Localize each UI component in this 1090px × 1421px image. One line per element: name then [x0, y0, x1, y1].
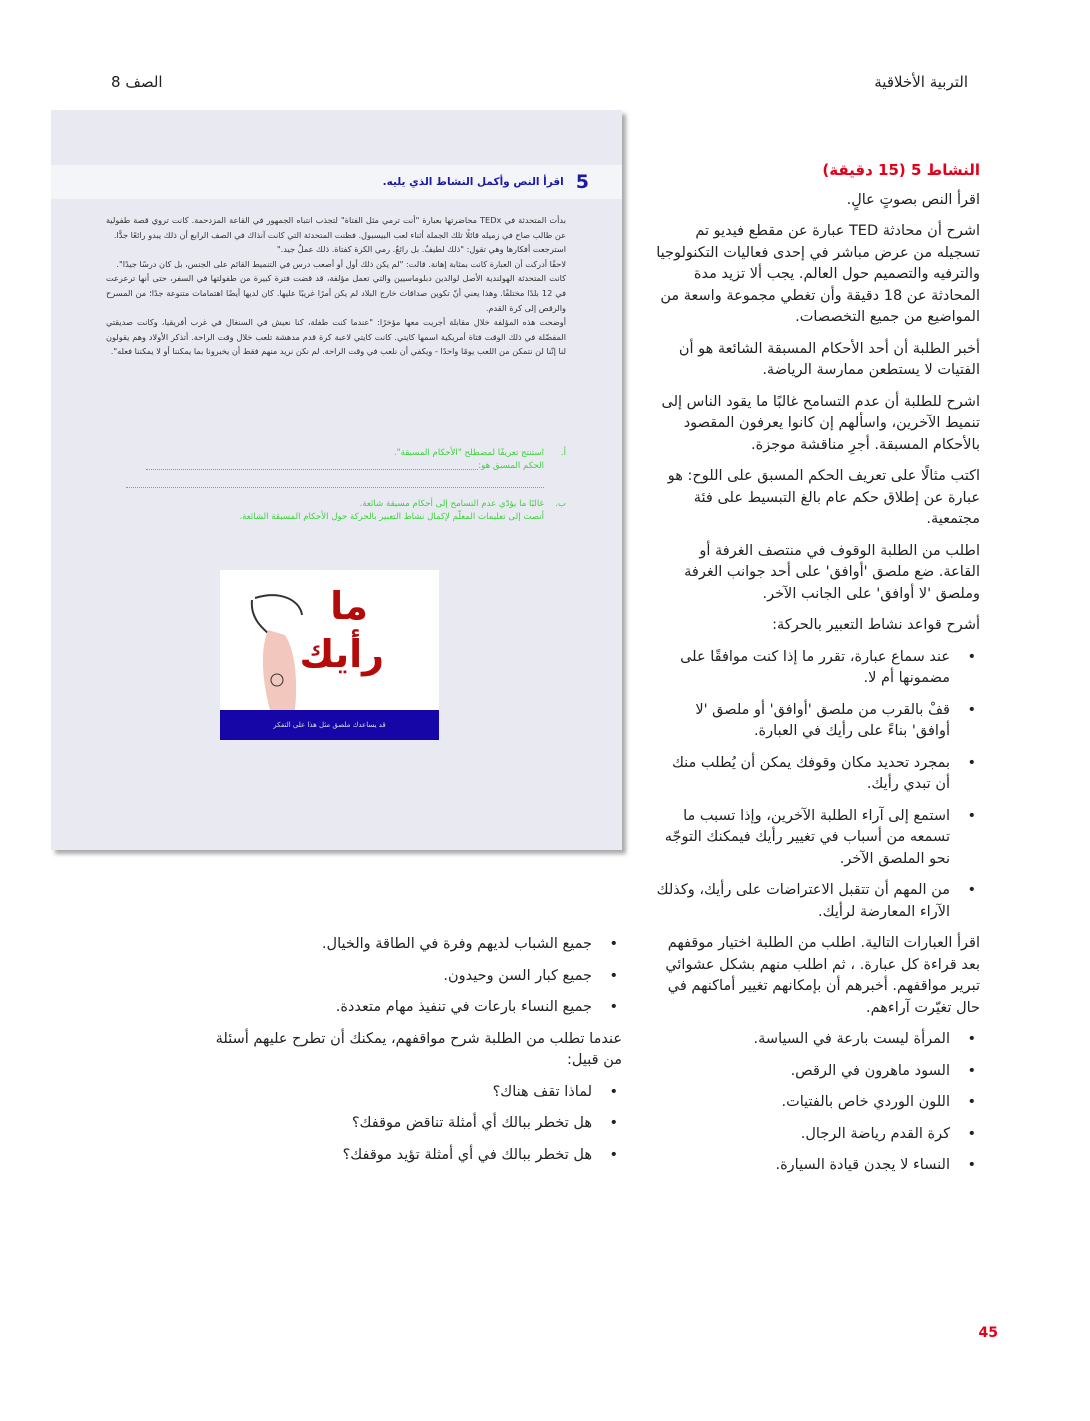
worksheet-title: اقرأ النص وأكمل النشاط الذي يليه.: [382, 176, 564, 188]
page-number: 45: [978, 1325, 998, 1341]
list-item: • السود ماهرون في الرقص.: [655, 1061, 980, 1083]
instruction: اشرح أن محادثة TED عبارة عن مقطع فيديو تم تسجيله من عرض مباشر في إحدى فعاليات التكنولوجيا والترفيه والتصميم حول العالم. يجب ألا تزيد مدة المحادثة عن 18 دقيقة وأن تغطي مجموعة واسعة من المواضيع من جميع التخصصات.: [656, 223, 980, 325]
poster-image: [220, 570, 439, 740]
story-paragraph: استرجعت أفكارها وهي تقول: "ذلك لطيفٌ. بل رائعٌ. رمي الكرة كفتاة. ذلك عملٌ جيد.": [276, 244, 566, 255]
answer-line[interactable]: [146, 460, 478, 470]
worksheet-number: 5: [575, 171, 589, 193]
instruction: أخبر الطلبة أن أحد الأحكام المسبقة الشائعة هو أن الفتيات لا يستطعن ممارسة الرياضة.: [678, 340, 980, 378]
list-item: • هل تخطر ببالك في أي أمثلة تؤيد موقفك؟: [200, 1145, 622, 1167]
answer-prompt: الحكم المسبق هو:: [478, 460, 544, 471]
instruction: اقرأ النص بصوتٍ عالٍ.: [846, 191, 980, 208]
question-text: استنتج تعريفًا لمصطلح "الأحكام المسبقة".: [393, 448, 544, 458]
instruction: اطلب من الطلبة الوقوف في منتصف الغرفة أو القاعة. ضع ملصق 'أوافق' على أحد جوانب الغرفة وملصق 'لا أوافق' على الجانب الآخر.: [684, 542, 980, 602]
poster-title-line: ما: [330, 584, 368, 628]
list-item: • من المهم أن تتقبل الاعتراضات على رأيك، وكذلك الآراء المعارضة لرأيك.: [655, 880, 980, 923]
questions-list: [200, 1082, 622, 1167]
list-item: • جميع كبار السن وحيدون.: [200, 966, 622, 988]
instruction: أشرح قواعد نشاط التعبير بالحركة:: [772, 617, 980, 633]
list-item: • كرة القدم رياضة الرجال.: [655, 1124, 980, 1146]
instruction: اقرأ العبارات التالية. اطلب من الطلبة اختيار موقفهم بعد قراءة كل عبارة. ، ثم اطلب منهم بشكل عشوائي تبرير مواقفهم. أخبرهم أن بإمكانهم تغيير أماكنهم في حال تغيّرت آراءهم.: [665, 935, 980, 1016]
grade-label: الصف 8: [111, 73, 163, 91]
question-label: أ.: [560, 448, 566, 458]
question-a: [146, 447, 566, 488]
list-item: • بمجرد تحديد مكان وقوفك يمكن أن يُطلب منك أن تبدي رأيك.: [655, 753, 980, 796]
instruction: اشرح للطلبة أن عدم التسامح غالبًا ما يقود الناس إلى تنميط الآخرين، واسألهم إن كانوا يعرفون المقصود بالأحكام المسبقة. أجرِ مناقشة موجزة.: [661, 393, 980, 453]
worksheet-image: [51, 110, 622, 850]
list-item: • اللون الوردي خاص بالفتيات.: [655, 1092, 980, 1114]
instruction: عندما تطلب من الطلبة شرح مواقفهم، يمكنك أن تطرح عليهم أسئلة من قبيل:: [215, 1030, 622, 1068]
question-text: غالبًا ما يؤدّي عدم التسامح إلى أحكام مسبقة شائعة.: [359, 499, 544, 509]
question-label: ب.: [555, 499, 566, 509]
list-item: • جميع النساء بارعات في تنفيذ مهام متعددة.: [200, 997, 622, 1019]
poster-title: [299, 582, 384, 678]
rules-list: [655, 647, 980, 924]
worksheet-questions: [146, 447, 566, 533]
instruction: اكتب مثالًا على تعريف الحكم المسبق على اللوح: هو عبارة عن إطلاق حكم عام بالغ التبسيط على فئة مجتمعية.: [667, 468, 980, 527]
worksheet-header: [51, 165, 622, 199]
question-instruction: أنصت إلى تعليمات المعلّم لإكمال نشاط التعبير بالحركة حول الأحكام المسبقة الشائعة.: [239, 511, 544, 522]
poster-title-line: رأيك: [299, 632, 384, 676]
list-item: • استمع إلى آراء الطلبة الآخرين، وإذا تسبب ما تسمعه من أسباب في تغيير رأيك فيمكنك التوجّه نحو الملصق الآخر.: [655, 806, 980, 871]
story-paragraph: لاحقًا أدركت أن العبارة كانت بمثابة إهانة. قالت: "لم يكن ذلك أول أو أصعب درس في التنميط القائم على الجنس، بل كان درسًا جيدًا".: [116, 258, 566, 269]
answer-line[interactable]: [126, 478, 544, 488]
list-item: • لماذا تقف هناك؟: [200, 1082, 622, 1104]
activity-title: النشاط 5 (15 دقيقة): [822, 161, 980, 179]
worksheet-story: [106, 213, 566, 359]
story-paragraph: كانت المتحدثة الهولندية الأصل لوالدين دبلوماسيين والتي تعمل مؤلفة، قد قضت فترة كبيرة من طفولتها في السفر، حتى أنها ترعرعت في 12 بلدًا مختلفًا. وهذا يعني أنّ تكوين صداقات خارج البلاد لم يكن أمرًا غريبًا عليها. كان لديها أيضًا اهتمامات متنوعة جدًا؛ من المسرح والرقص إلى كرة القدم.: [106, 273, 567, 313]
statements-list: [200, 934, 622, 1019]
activity-column: [655, 160, 980, 1187]
story-paragraph: أوضحت هذه المؤلفة خلال مقابلة أجريت معها مؤخرًا: "عندما كنت طفلة، كنا نعيش في السنغال في غرب أفريقيا، وكانت صديقتي المفضّلة في ذلك الوقت فتاة أمريكية اسمها كايتي. كانت كايتي لاعبة كرة قدم مدهشة تلعب خلال وقت الراحة. أتذكر الأولاد وهم يقولون لنا إنّنا لن نتمكن من اللعب يومًا واحدًا - ويكفي أن نلعب في وقت الراحة. لم نكن نريد منهم فقط أن يخبرونا بما يمكننا أو لا يمكننا فعله".: [106, 317, 566, 357]
list-item: • المرأة ليست بارعة في السياسة.: [655, 1029, 980, 1051]
list-item: • قفْ بالقرب من ملصق 'أوافق' أو ملصق 'لا أوافق' بناءً على رأيك في العبارة.: [655, 700, 980, 743]
subject-title: التربية الأخلاقية: [874, 73, 968, 91]
statements-list: [655, 1029, 980, 1177]
poster-caption: قد يساعدك ملصق مثل هذا على التفكر: [220, 710, 439, 740]
question-b: [146, 498, 566, 523]
list-item: • هل تخطر ببالك أي أمثلة تناقض موقفك؟: [200, 1113, 622, 1135]
list-item: • جميع الشباب لديهم وفرة في الطاقة والخيال.: [200, 934, 622, 956]
story-paragraph: بدأت المتحدثة في TEDx محاضرتها بعبارة "أنت ترمي مثل الفتاة" لتجذب انتباه الجمهور في القاعة المزدحمة. كانت تروي قصة طفولية عن طالب صاح في زميله قائلًا تلك الجملة أثناء لعب البيسبول. فظنت المتحدثة التي كانت آنذاك في الصف الرابع أن ذلك يبدو رائعًا جدًّا.: [106, 215, 566, 240]
list-item: • عند سماع عبارة، تقرر ما إذا كنت موافقًا على مضمونها أم لا.: [655, 647, 980, 690]
activity-column-continued: [200, 934, 622, 1176]
list-item: • النساء لا يجدن قيادة السيارة.: [655, 1155, 980, 1177]
